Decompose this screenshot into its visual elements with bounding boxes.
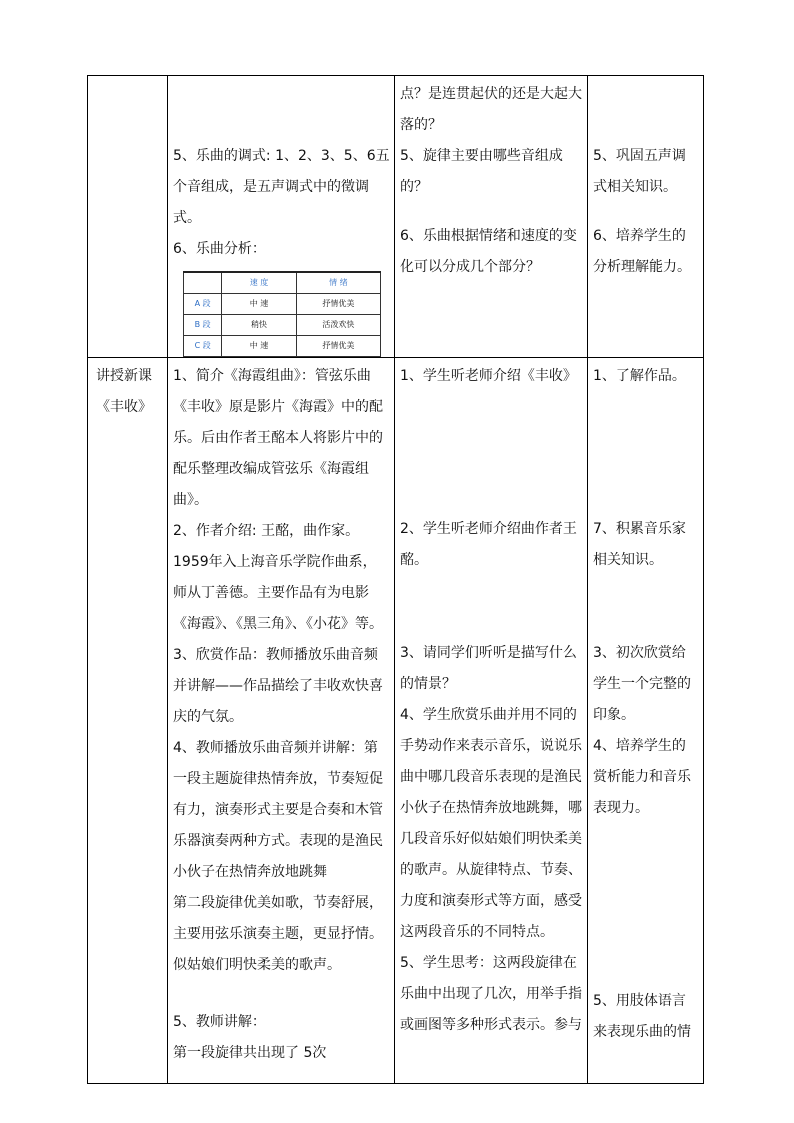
analysis-corner [184, 272, 222, 294]
segment-label: C 段 [184, 336, 222, 357]
table-row [88, 358, 704, 1084]
table-row [184, 315, 381, 336]
question-continuation: 点？是连贯起伏的还是大起大落的？ [400, 86, 582, 133]
student-step-3: 3、请同学们听听是描写什么的情景？ [400, 645, 577, 692]
row2-col2-cell [168, 358, 395, 1084]
segment-label: B 段 [184, 315, 222, 336]
mode-text: 5、乐曲的调式: 1、2、3、5、6五个音组成，是五声调式中的徵调式。 [173, 148, 390, 226]
row2-col1-cell [88, 358, 168, 1084]
section-title: 讲授新课《丰收》 [96, 368, 152, 415]
goal-5-body: 5、用肢体语言来表现乐曲的情 [593, 993, 691, 1040]
teacher-step-3: 3、欣赏作品：教师播放乐曲音频并讲解——作品描绘了丰收欢快喜庆的气氛。 [173, 647, 383, 725]
row1-col3-cell [395, 76, 588, 358]
student-step-1: 1、学生听老师介绍《丰收》 [400, 368, 577, 384]
teacher-step-4-part2: 第二段旋律优美如歌，节奏舒展，主要用弦乐演奏主题，更显抒情。似姑娘们明快柔美的歌声。 [173, 895, 383, 973]
table-row [184, 336, 381, 357]
goal-7: 7、积累音乐家相关知识。 [593, 521, 686, 568]
row1-col4-cell [588, 76, 704, 358]
student-step-2: 2、学生听老师介绍曲作者王酩。 [400, 521, 577, 568]
speed-cell: 稍快 [222, 315, 296, 336]
mood-cell: 抒情优美 [296, 294, 380, 315]
speed-cell: 中 速 [222, 336, 296, 357]
goal-3: 3、初次欣赏给学生一个完整的印象。 [593, 645, 691, 723]
speed-cell: 中 速 [222, 294, 296, 315]
goal-5: 5、巩固五声调式相关知识。 [593, 148, 686, 195]
teacher-step-5: 5、教师讲解： [173, 1014, 266, 1030]
table-row [184, 272, 381, 294]
lesson-plan-table [87, 75, 704, 1084]
teacher-step-4: 4、教师播放乐曲音频并讲解：第一段主题旋律热情奔放，节奏短促有力，演奏形式主要是合奏和木管乐器演奏两种方式。表现的是渔民小伙子在热情奔放地跳舞 [173, 740, 383, 880]
row2-col3-cell [395, 358, 588, 1084]
table-row [88, 76, 704, 358]
student-step-4: 4、学生欣赏乐曲并用不同的手势动作来表示音乐，说说乐曲中哪几段音乐表现的是渔民小伙子在热情奔放地跳舞，哪几段音乐好似姑娘们明快柔美的歌声。从旋律特点、节奏、力度和演奏形式等方面，感受这两段音乐的不同特点。 [400, 707, 582, 940]
teacher-step-5-detail: 第一段旋律共出现了 5次 [173, 1045, 327, 1061]
analysis-heading: 6、乐曲分析： [173, 241, 266, 257]
student-step-5: 5、学生思考：这两段旋律在乐曲中出现了几次，用举手指或画图等多种形式表示。参与 [400, 955, 582, 1033]
goal-1: 1、了解作品。 [593, 368, 686, 384]
teacher-step-2: 2、作者介绍: 王酩，曲作家。1959年入上海音乐学院作曲系，师从丁善德。主要作品有为电影《海霞》、《黑三角》、《小花》等。 [173, 523, 383, 632]
teacher-step-1: 1、简介《海霞组曲》：管弦乐曲《丰收》原是影片《海霞》中的配乐。后由作者王酩本人将影片中的配乐整理改编成管弦乐《海霞组曲》。 [173, 368, 383, 508]
table-row [184, 294, 381, 315]
analysis-header-mood: 情 绪 [296, 272, 380, 294]
mood-cell: 活泼欢快 [296, 315, 380, 336]
row2-col4-cell [588, 358, 704, 1084]
analysis-table [183, 271, 381, 357]
segment-label: A 段 [184, 294, 222, 315]
row1-col1-cell [88, 76, 168, 358]
goal-4: 4、培养学生的赏析能力和音乐表现力。 [593, 738, 691, 816]
mood-cell: 抒情优美 [296, 336, 380, 357]
row1-col2-cell [168, 76, 395, 358]
question-6: 6、乐曲根据情绪和速度的变化可以分成几个部分？ [400, 228, 577, 275]
analysis-header-speed: 速 度 [222, 272, 296, 294]
question-5: 5、旋律主要由哪些音组成的？ [400, 148, 563, 195]
goal-6: 6、培养学生的分析理解能力。 [593, 228, 691, 275]
